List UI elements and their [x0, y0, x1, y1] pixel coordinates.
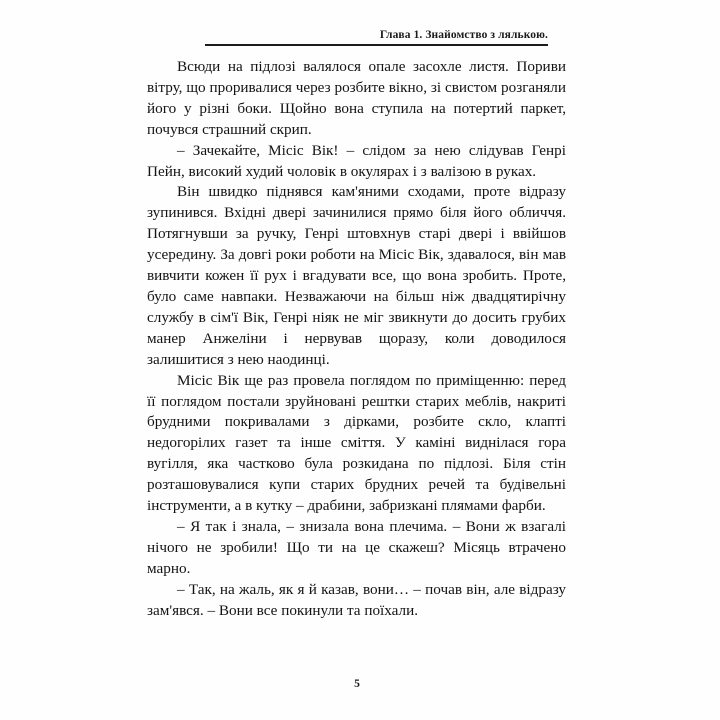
paragraph: Місіс Вік ще раз провела поглядом по приміщенню: перед її поглядом постали зруйновані рештки старих меблів, накриті брудними покривалами з дірками, розбите скло, клапті недогорілих газет та інше сміття. У каміні виднілася гора вугілля, яка частково була розкидана по підлозі. Біля стін розташовувалися купи старих брудних речей та будівельні інструменти, а в кутку – драбини, забризкані плямами фарби.	[147, 371, 566, 515]
page-number: 5	[354, 678, 360, 690]
chapter-title-header: Глава 1. Знайомство з лялькою.	[379, 29, 548, 41]
running-header	[205, 28, 548, 46]
paragraph: – Зачекайте, Місіс Вік! – слідом за нею слідував Генрі Пейн, високий худий чоловік в окулярах і з валізою в руках.	[147, 141, 566, 180]
body-text-column	[147, 57, 566, 621]
paragraph: Він швидко піднявся кам'яними сходами, проте відразу зупинився. Вхідні двері зачинилися прямо біля його обличчя. Потягнувши за ручку, Генрі штовхнув старі двері і ввійшов усередину. За довгі роки роботи на Місіс Вік, здавалося, він мав вивчити кожен її рух і вгадувати все, що вона зробить. Проте, було саме навпаки. Незважаючи на більш ніж двадцятирічну службу в сім'ї Вік, Генрі ніяк не міг звикнути до досить грубих манер Анжеліни і нервував щоразу, коли доводилося залишитися з нею наодинці.	[147, 183, 566, 368]
header-rule-line	[205, 44, 548, 46]
paragraph: Всюди на підлозі валялося опале засохле листя. Пориви вітру, що проривалися через розбите вікно, зі свистом розганяли його у різні боки. Щойно вона ступила на потертий паркет, почувся страшний скрип.	[147, 58, 566, 138]
paragraph: – Так, на жаль, як я й казав, вони… – почав він, але відразу зам'явся. – Вони все покинули та поїхали.	[147, 580, 566, 619]
paragraph: – Я так і знала, – знизала вона плечима. – Вони ж взагалі нічого не зробили! Що ти на це скажеш? Місяць втрачено марно.	[147, 517, 566, 577]
